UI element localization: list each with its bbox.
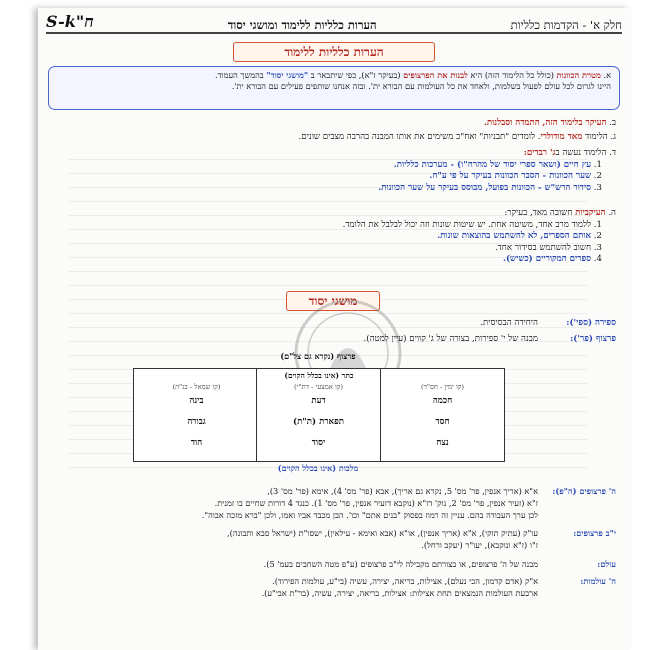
point-c-text2: . לומדים "תבניות" ואח"כ משימים את אותו המבנה בהרבה מצבים שונים. (298, 132, 541, 142)
point-c-text: הלימוד (582, 132, 608, 142)
point-b (52, 118, 616, 130)
point-d-lead: ג' רבדים: (523, 148, 556, 158)
diagram-col-left: (קו שמאל - בג"ה) בינה גבורה הוד (172, 383, 221, 448)
note-row: י"ב פרצופים: עו"ק (עתיק תוקי), א"א (אריך אנפין), או"א (אבא ואימא - עילאין), ישסו"ת (ישראל סבא ותבונה), (227, 528, 616, 539)
point-e-lead: העיקביות (575, 208, 606, 218)
intro-text1: (כולל כל הלימוד הזה) היא (470, 70, 554, 80)
intro-box (48, 66, 620, 110)
point-b-lead: העיקר בלימוד הזה, (542, 118, 607, 128)
def-term: ספירה (ספי'): (566, 318, 616, 328)
point-d-num: ד. (609, 148, 616, 158)
point-c (52, 132, 616, 144)
point-b-num: ב. (609, 118, 616, 128)
page-title: הערות כלליות ללימוד ומושגי יסוד (227, 18, 377, 32)
intro-line2: היינו לגרום לכל עולם לפעול בשלמות, ולאחד את כל העולמות עם הבורא ית'. ובזה אנחנו שותפים פעילים עם הבורא ית'. (231, 81, 611, 91)
note-row: עולם: מבנה של ה' פרצופים, או בצורתם מקבילה לי"ב פרצופים (ע"פ מטה השחבים בעמ' 5). (263, 558, 616, 569)
intro-highlight2: "מושגי יסוד" (266, 70, 309, 80)
partzuf-diagram (133, 368, 505, 462)
section-banner-general-notes: הערות כלליות ללימוד (233, 42, 435, 62)
point-b-text: התמדה וסבלנות. (483, 118, 540, 128)
def-term: פרצוף (פר'): (570, 334, 616, 344)
point-e (52, 208, 616, 266)
note-row: ה' פרצופים (ה"פ): א"א (אריך אנפין, פר' מס' 5, נקרא גם אריך), אבא (פר' מס' 4), אימא (פר' מס' 3), (267, 486, 616, 496)
def-text: מבנה של י' ספירות, בצורה של ג' קווים (עיין למטה). (363, 334, 538, 344)
diagram-keter: כתר (אינו בכלל הקוים) (284, 371, 354, 380)
list-item: 3. חשוב להשתמש בסידור אחד. (494, 242, 602, 253)
intro-lead: מטרת הכוונות (556, 70, 601, 80)
list-item: 2. שער הכוונות - הסבר הכוונות בעיקר על פי ע"ח. (429, 171, 602, 181)
note-row: ז"א (זעיר אנפין, פר' מס' 2, נוק' דז"א (נוקבא דזעיר אנפין, פר' מס' 1). כנגד 4 דורות שחיים בו זמנית. (214, 497, 538, 508)
intro-highlight1: לבנות את הפרצופים (403, 70, 468, 80)
intro-text2: (בעיקר ז"א), כפי שיתבאר ב (310, 70, 401, 80)
point-d (52, 148, 616, 194)
book-page (38, 8, 630, 650)
section-banner-basic-concepts: מושגי יסוד (286, 291, 380, 311)
diagram-title: פרצוף (נקרא גם צל"ם) (280, 351, 356, 361)
def-row-sefira (52, 318, 616, 329)
list-item: 1. ללמוד מרב אחד, משיטה אחת. יש שיטות שונות וזה יכול לבלבל את הלומד. (342, 219, 602, 230)
intro-num: א. (603, 70, 611, 80)
def-row-partzuf (52, 334, 616, 345)
note-row: ארבעת העולמות הנמצאים תחת אצילות: אצילות, בריאה, יצירה, עשיה, (בר"ת אבי"ע). (261, 587, 538, 598)
point-c-num: ג. (610, 132, 616, 142)
diagram-col-middle: (קו אמצעי - דת"י) דעת תפארת (ת"ת) יסוד (256, 369, 381, 461)
diagram-col-right: (קו ימין - חס"ד) חכמה חסד נצח (420, 383, 465, 448)
note-row: לכן ערך העבודה בהם. עניין זה רמוז בפסוק "בנים אתם" וכו'. הבן מכבד אביו ואמו, ולכן "ברא מזכה אבוה". (201, 509, 538, 520)
page-header (46, 12, 622, 34)
page-number: S-k"ח (46, 12, 94, 31)
def-text: היחידה הבסיסית. (480, 318, 538, 328)
note-row: ה' עולמות: א"ק (אדם קדמון, הכי נעלם), אצילות, בריאה, יצירה, עשיה (בי"ע, עולמות הפירוד). (272, 575, 616, 586)
note-row: ז"ו (ז"א ונוקבא), יעו"ר (יעקב ורחל). (421, 540, 538, 551)
list-item: 2. אותם הספרים, לא להשתמש בהוצאות שונות. (437, 231, 602, 241)
point-e-num: ה. (608, 208, 616, 218)
notes-section (52, 486, 616, 599)
intro-text3: בהמשך העמוד. (214, 70, 264, 80)
point-e-intro: חשובה מאד, בעיקר: (504, 208, 573, 218)
list-item: 3. סידור הרש"ש - הכוונות בפועל, מבוסס בעיקר על שער הכוונות. (378, 182, 602, 193)
point-d-intro: הלימוד נעשה ב (555, 148, 607, 158)
point-c-lead: מאד מודולרי (540, 132, 583, 142)
list-item: 1. עץ חיים (ושאר ספרי יסוד של מהרח"ו) - מערכות כלליות. (393, 159, 602, 170)
diagram-malchut: מלכות (אינו בכלל הקוים) (277, 463, 359, 473)
list-item: 4. ספרים המקוריים (כשיש). (503, 254, 602, 264)
section-label: חלק א' - הקדמות כלליות (510, 18, 622, 32)
